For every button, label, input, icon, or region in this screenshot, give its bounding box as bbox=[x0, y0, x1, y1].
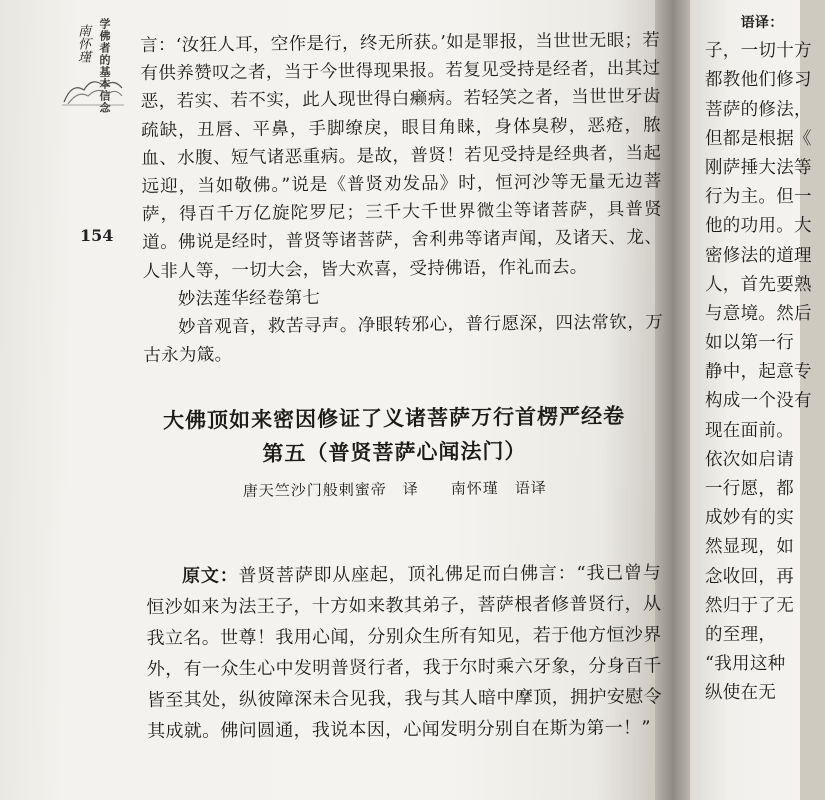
sutra-paragraph: 言：‘汝狂人耳，空作是行，终无所获。’如是罪报，当世世无眼；若有供养赞叹之者，当于今世得现果报。若复见受持是经者，出其过恶，若实、若不实，此人现世得白癞病。若轻笑之者，当世世牙齿疏缺，丑唇、平鼻，手脚缭戾，眼目角睐，身体臭秽，恶疮，脓血、水腹、短气诸恶重病。是故，普贤！若见受持是经典者，当起远迎，当如敬佛。”说是《普贤劝发品》时，恒河沙等无量无边菩萨，得百千万亿旋陀罗尼；三千大千世界微尘等诸菩萨，具普贤道。佛说是经时，普贤等诸菩萨，舍利弗等诸声闻，及诸天、龙、人非人等，一切大会，皆大欢喜，受持佛语，作礼而去。 bbox=[140, 30, 663, 282]
right-line: 行为主。但一 bbox=[705, 187, 812, 208]
right-line: 依次如启请 bbox=[705, 449, 794, 470]
right-line: 一行愿，都 bbox=[705, 479, 794, 499]
page-number: 154 bbox=[80, 226, 114, 245]
right-line: 刚萨捶大法等 bbox=[705, 157, 812, 178]
right-line: 然显现，如 bbox=[705, 537, 794, 558]
translation-label: 语译： bbox=[740, 15, 784, 31]
right-line: 但都是根据《 bbox=[705, 128, 812, 149]
right-line: 子，一切十方 bbox=[705, 41, 812, 62]
right-line: 静中，起意专 bbox=[705, 362, 812, 383]
right-line: 然归于了无 bbox=[705, 595, 794, 616]
right-line: 他的功用。大 bbox=[705, 216, 812, 237]
right-line: 念收回，再 bbox=[705, 566, 794, 587]
original-text-paragraph bbox=[146, 557, 662, 747]
right-line: 构成一个没有 bbox=[705, 391, 812, 412]
right-line: 密修法的道理 bbox=[705, 245, 812, 266]
cloud-ornament-icon bbox=[62, 72, 124, 106]
upper-text-block bbox=[140, 27, 665, 531]
verse-paragraph: 妙音观音，救苦寻声。净眼转邪心，普行愿深，四法常钦，万古永为箴。 bbox=[143, 312, 664, 367]
right-line: 都教他们修习 bbox=[705, 70, 812, 91]
right-line: 如以第一行 bbox=[705, 333, 794, 354]
right-line: 现在面前。 bbox=[705, 420, 794, 441]
original-label: 原文： bbox=[182, 565, 239, 587]
right-line: 人，首先要熟 bbox=[705, 274, 812, 295]
right-line: 纵使在无 bbox=[705, 683, 777, 704]
right-line: 的至理， bbox=[705, 624, 777, 645]
chapter-title-line1: 大佛顶如来密因修证了义诸菩萨万行首楞严经卷 bbox=[162, 404, 626, 434]
right-line: 成妙有的实 bbox=[705, 508, 794, 529]
author-calligraphy-mark: 南怀瑾 bbox=[75, 24, 90, 63]
original-text: 普贤菩萨即从座起，顶礼佛足而白佛言：“我已曾与恒沙如来为法王子，十方如来教其弟子，菩萨根者修普贤行，从我立名。世尊！我用心闻，分别众生所有知见，若于他方恒沙界外，有一众生心中发明普贤行者，我于尔时乘六牙象，分身百千皆至其处，纵彼障深未合见我，我与其人暗中摩顶，拥护安慰令其成就。佛问圆通，我说本因，心闻发明分别自在斯为第一！” bbox=[146, 562, 663, 742]
chapter-title-line2: 第五（普贤菩萨心闻法门） bbox=[262, 439, 527, 467]
right-line: “我用这种 bbox=[705, 654, 786, 675]
right-line: 菩萨的修法， bbox=[705, 99, 812, 120]
original-text-block bbox=[146, 557, 662, 747]
right-line: 与意境。然后 bbox=[705, 303, 812, 324]
chapter-heading bbox=[124, 399, 665, 507]
running-head: 学佛者的基本信念 bbox=[98, 18, 111, 114]
translator-byline: 唐天竺沙门般剌蜜帝 译 南怀瑾 语译 bbox=[242, 479, 547, 501]
right-page-text bbox=[705, 8, 825, 709]
scroll-end-title: 妙法莲华经卷第七 bbox=[177, 287, 321, 310]
right-page-label-line bbox=[705, 8, 825, 37]
